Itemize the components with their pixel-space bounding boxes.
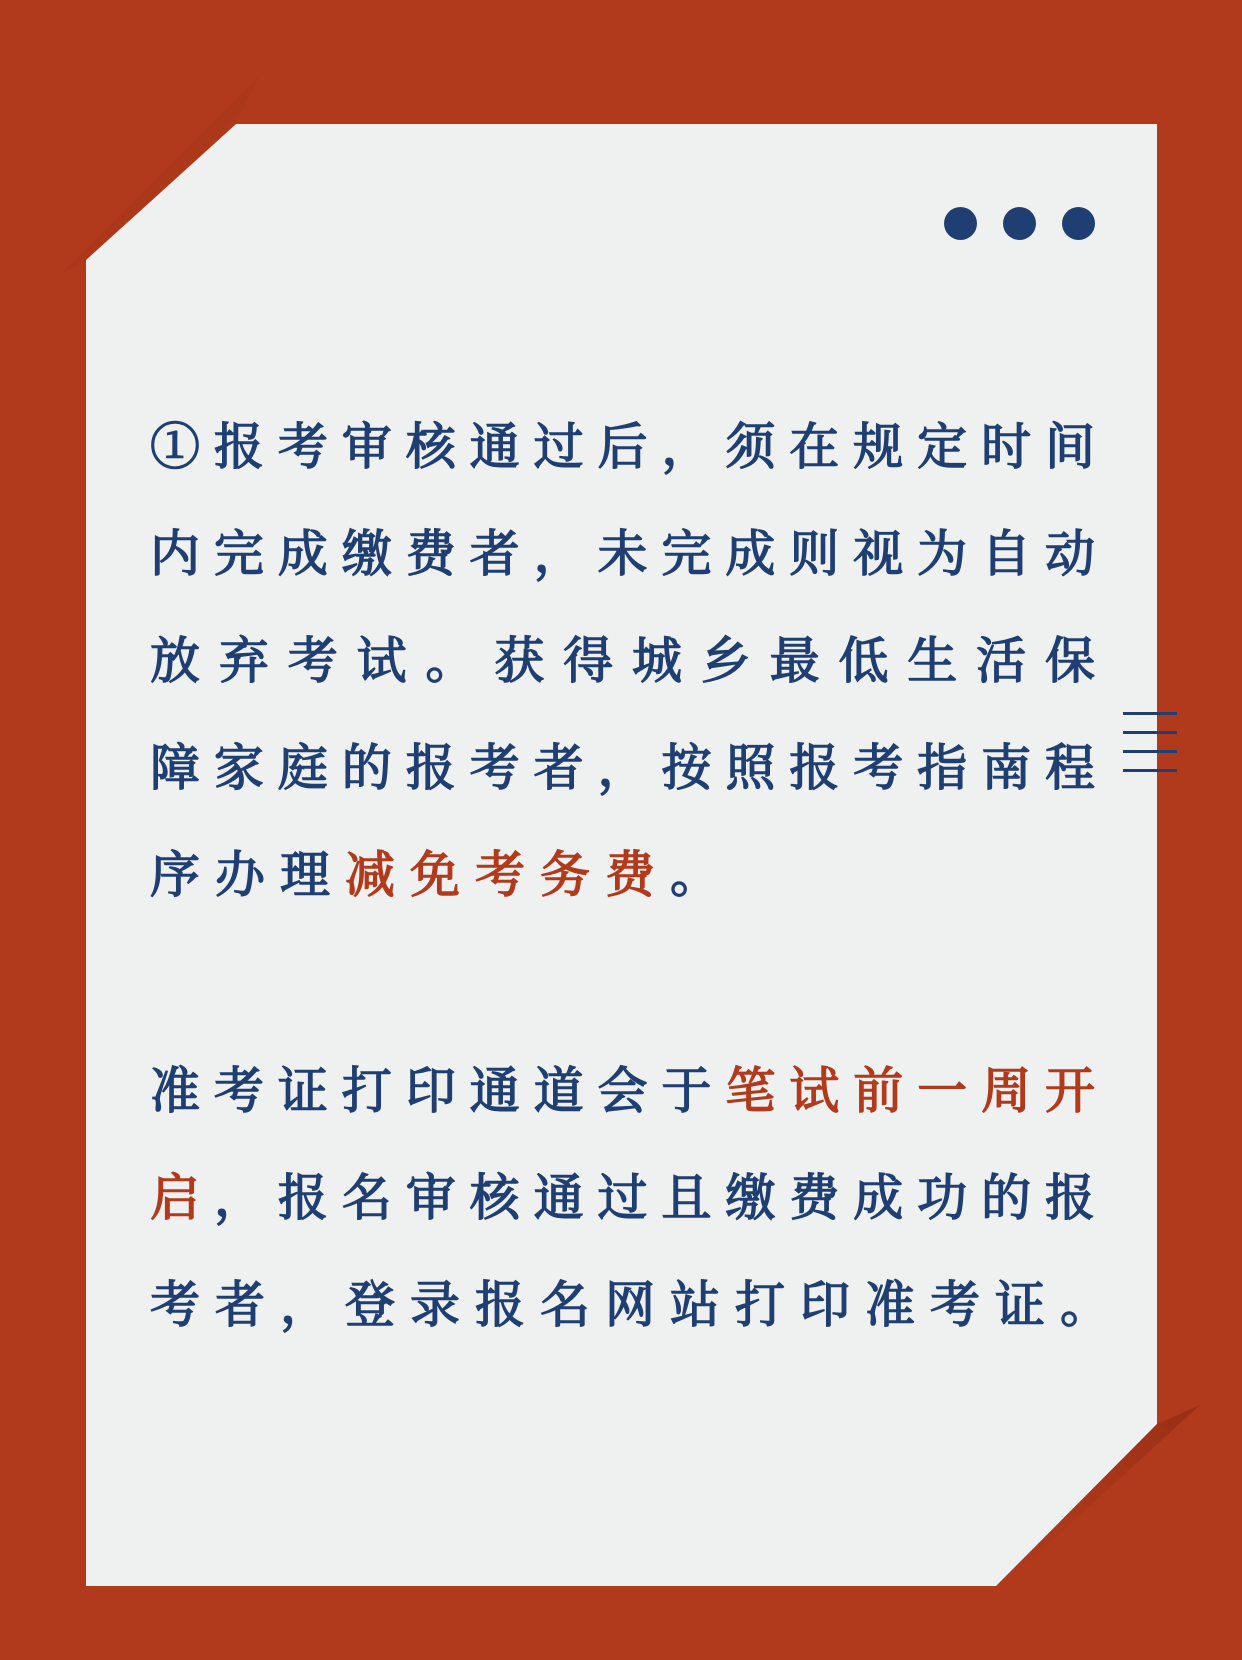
three-dots-icon[interactable] xyxy=(944,207,1095,240)
text-segment: 准考证打印通道会于 xyxy=(150,1061,726,1120)
text-line xyxy=(150,1037,1095,1144)
highlight-open-time: 启 xyxy=(150,1168,214,1227)
dot xyxy=(944,207,977,240)
text-line: 考者，登录报名网站打印准考证。 xyxy=(150,1275,1125,1334)
dot xyxy=(1062,207,1095,240)
text-segment: ，报名审核通过且缴费成功的报 xyxy=(213,1168,1096,1227)
menu-lines-icon[interactable] xyxy=(1123,712,1177,772)
text-line: 障家庭的报考者，按照报考指南程 xyxy=(150,738,1095,797)
highlight-fee-waiver: 减免考务费 xyxy=(345,845,670,904)
text-line: 内完成缴费者，未完成则视为自动 xyxy=(150,524,1095,583)
text-segment: 。 xyxy=(670,845,735,904)
text-segment: 序办理 xyxy=(150,845,345,904)
text-line: 放弃考试。获得城乡最低生活保 xyxy=(150,631,1095,690)
text-line xyxy=(150,821,1095,928)
dot xyxy=(1003,207,1036,240)
paragraph-fee-payment xyxy=(150,393,1095,928)
text-line: ①报考审核通过后，须在规定时间 xyxy=(150,417,1095,476)
text-line xyxy=(150,1144,1095,1251)
paragraph-admission-ticket xyxy=(150,1037,1125,1358)
highlight-open-time: 笔试前一周开 xyxy=(725,1061,1096,1120)
